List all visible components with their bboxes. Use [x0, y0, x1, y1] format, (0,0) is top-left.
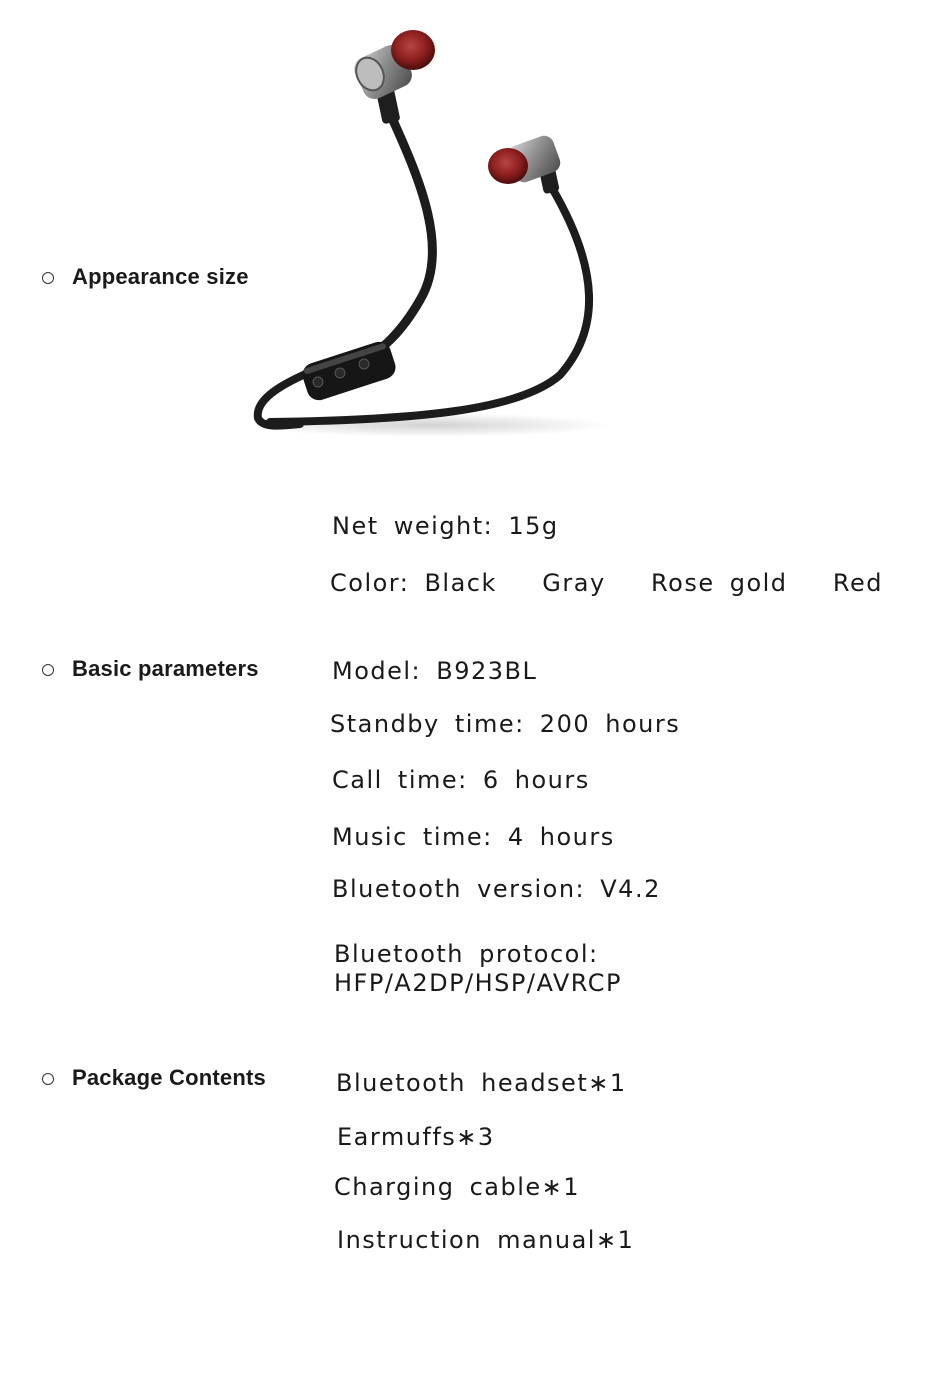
spec-bluetooth-version: Bluetooth version: V4.2	[332, 875, 661, 903]
section-appearance	[42, 264, 249, 290]
package-item: Instruction manual∗1	[337, 1226, 635, 1254]
section-basic-parameters	[42, 656, 259, 682]
spec-call-time: Call time: 6 hours	[332, 766, 590, 794]
remote-control	[299, 339, 398, 404]
bullet-circle-icon	[42, 272, 54, 284]
spec-music-time: Music time: 4 hours	[332, 823, 615, 851]
section-basic-label: Basic parameters	[72, 656, 259, 681]
section-appearance-label: Appearance size	[72, 264, 249, 289]
spec-bluetooth-protocol-value: HFP/A2DP/HSP/AVRCP	[334, 969, 622, 997]
section-package-label: Package Contents	[72, 1065, 266, 1090]
bullet-circle-icon	[42, 664, 54, 676]
spec-model: Model: B923BL	[332, 657, 538, 685]
package-item: Bluetooth headset∗1	[336, 1069, 627, 1097]
spec-net-weight: Net weight: 15g	[332, 512, 559, 540]
right-earbud	[488, 133, 563, 194]
package-item: Earmuffs∗3	[337, 1123, 495, 1151]
spec-color: Color: Black Gray Rose gold Red	[330, 569, 884, 597]
package-item: Charging cable∗1	[334, 1173, 581, 1201]
spec-standby-time: Standby time: 200 hours	[330, 710, 681, 738]
spec-bluetooth-protocol-label: Bluetooth protocol:	[334, 940, 599, 968]
bluetooth-earphones-image	[230, 20, 650, 450]
left-earbud	[350, 30, 435, 124]
section-package-contents	[42, 1065, 266, 1091]
bullet-circle-icon	[42, 1073, 54, 1085]
